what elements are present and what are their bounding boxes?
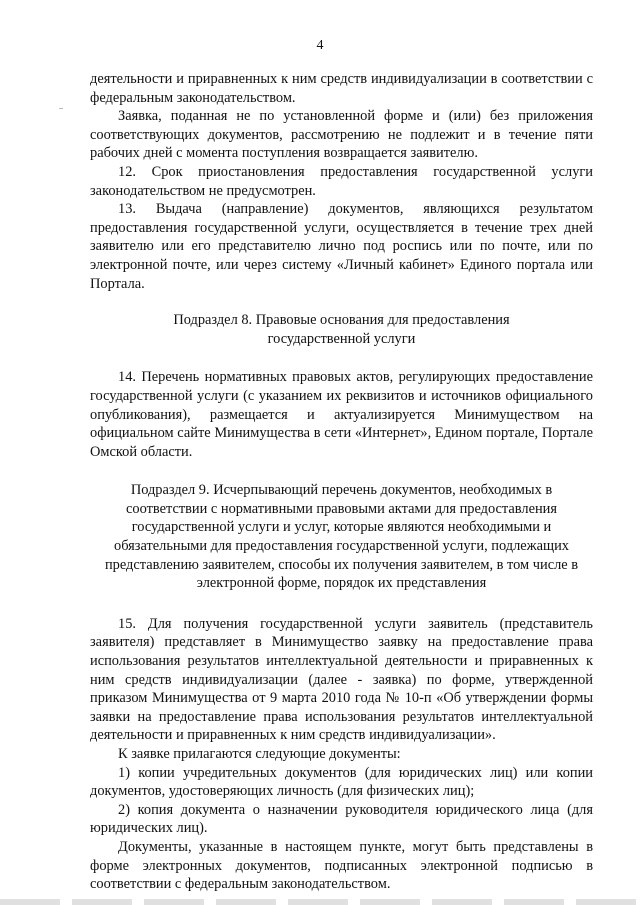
heading-subsection-9-line-1: Подраздел 9. Исчерпывающий перечень документов, необходимых в [130, 482, 553, 499]
heading-subsection-9-line-2: соответствии с нормативными правовыми актами для предоставления [126, 500, 557, 517]
paragraph-application-rejection: Заявка, поданная не по установленной форме и (или) без приложения соответствующих документов, рассмотрению не подлежит и в течение пяти рабочих дней с момента поступления возвращается заявителю. [90, 108, 593, 162]
paragraph-continuation: деятельности и приравненных к ним средств индивидуализации в соответствии с федеральным законодательством. [90, 71, 593, 106]
paragraph-electronic-documents: Документы, указанные в настоящем пункте, могут быть представлены в форме электронных документов, подписанных электронной подписью в соответствии с федеральным законодательством. [90, 838, 593, 893]
paragraph-item-15: 15. Для получения государственной услуги заявитель (представитель заявителя) представляет в Минимущество заявку на предоставление права использования результатов интеллектуальной деятельности и приравненных к ним средств индивидуализации (далее - заявка) по форме, утвержденной приказом Минимущества от 9 марта 2010 года № 10-п «Об утверждении формы заявки на предоставление права использования результатов интеллектуальной деятельности и приравненных к ним средств индивидуализации». [90, 615, 593, 744]
spacer [90, 348, 593, 368]
paragraph-item-14: 14. Перечень нормативных правовых актов, регулирующих предоставление государственной услуги (с указанием их реквизитов и источников официального опубликования), размещается и актуализируется Минимуществом на официальном сайте Минимущества в сети «Интернет», Едином портале, Портале Омской области. [90, 369, 593, 460]
heading-subsection-8-line-2: государственной услуги [267, 330, 416, 347]
paragraph-attachments-intro: К заявке прилагаются следующие документы: [118, 746, 401, 762]
heading-subsection-8-line-1: Подраздел 8. Правовые основания для предоставления [173, 312, 510, 329]
spacer [90, 293, 593, 311]
paragraph-item-12: 12. Срок приостановления предоставления государственной услуги законодательством не предусмотрен. [90, 163, 593, 199]
page-bottom-edge [0, 899, 640, 905]
spacer [90, 461, 593, 481]
heading-subsection-9-line-5: представлению заявителем, способы их получения заявителем, в том числе в [104, 556, 579, 573]
heading-subsection-9-line-6: электронной форме, порядок их представления [196, 575, 487, 592]
heading-subsection-9-line-4: обязательными для предоставления государственной услуги, подлежащих [114, 538, 569, 555]
paragraph-item-13: 13. Выдача (направление) документов, являющихся результатом предоставления государственной услуги, осуществляется в течение трех дней заявителю или его представителю лично под роспись или по почте, или по электронной почте, или через систему «Личный кабинет» Единого портала или Портала. [90, 201, 593, 292]
paragraph-attachment-2: 2) копия документа о назначении руководителя юридического лица (для юридических лиц). [90, 801, 593, 837]
paragraph-attachment-1: 1) копии учредительных документов (для юридических лиц) или копии документов, удостоверяющих личность (для физических лиц); [90, 764, 593, 800]
page-number: 4 [316, 38, 324, 53]
margin-mark [59, 108, 63, 109]
spacer [90, 593, 593, 615]
page-content [90, 70, 593, 894]
heading-subsection-9-line-3: государственной услуги и услуг, которые являются необходимыми и [131, 519, 552, 536]
